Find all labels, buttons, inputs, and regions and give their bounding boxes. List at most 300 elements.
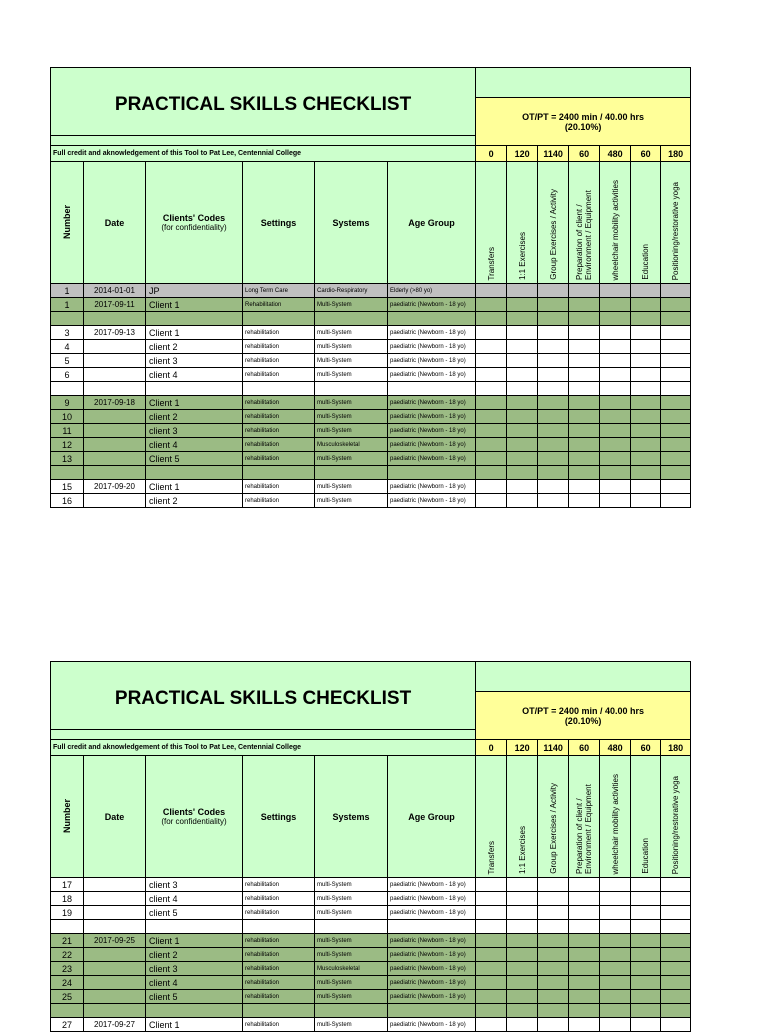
row-skill-cell[interactable] bbox=[569, 878, 600, 892]
row-number[interactable]: 19 bbox=[51, 906, 84, 920]
row-skill-cell[interactable] bbox=[661, 948, 691, 962]
row-number[interactable]: 1 bbox=[51, 298, 84, 312]
row-system[interactable]: multi-System bbox=[315, 1018, 388, 1032]
row-client[interactable]: client 4 bbox=[146, 976, 243, 990]
row-skill-cell[interactable] bbox=[661, 354, 691, 368]
row-client[interactable]: Client 1 bbox=[146, 298, 243, 312]
row-skill-cell[interactable] bbox=[661, 466, 691, 480]
row-skill-cell[interactable] bbox=[600, 906, 631, 920]
row-date[interactable] bbox=[84, 368, 146, 382]
row-age-group[interactable]: paediatric (Newborn - 18 yo) bbox=[388, 326, 476, 340]
row-skill-cell[interactable] bbox=[507, 948, 538, 962]
row-skill-cell[interactable] bbox=[476, 892, 507, 906]
row-skill-cell[interactable] bbox=[476, 920, 507, 934]
row-skill-cell[interactable] bbox=[476, 494, 507, 508]
row-skill-cell[interactable] bbox=[600, 1004, 631, 1018]
row-system[interactable] bbox=[315, 1004, 388, 1018]
row-date[interactable] bbox=[84, 452, 146, 466]
row-skill-cell[interactable] bbox=[661, 438, 691, 452]
row-client[interactable]: client 2 bbox=[146, 494, 243, 508]
row-skill-cell[interactable] bbox=[661, 906, 691, 920]
row-client[interactable] bbox=[146, 312, 243, 326]
row-skill-cell[interactable] bbox=[631, 312, 661, 326]
row-skill-cell[interactable] bbox=[631, 452, 661, 466]
row-skill-cell[interactable] bbox=[538, 906, 569, 920]
row-skill-cell[interactable] bbox=[507, 480, 538, 494]
row-system[interactable]: multi-System bbox=[315, 892, 388, 906]
row-setting[interactable]: rehabilitation bbox=[243, 354, 315, 368]
row-age-group[interactable]: paediatric (Newborn - 18 yo) bbox=[388, 340, 476, 354]
row-setting[interactable]: rehabilitation bbox=[243, 934, 315, 948]
row-date[interactable]: 2017-09-27 bbox=[84, 1018, 146, 1032]
row-date[interactable] bbox=[84, 892, 146, 906]
row-client[interactable]: client 3 bbox=[146, 962, 243, 976]
row-skill-cell[interactable] bbox=[538, 976, 569, 990]
row-skill-cell[interactable] bbox=[507, 892, 538, 906]
row-number[interactable]: 18 bbox=[51, 892, 84, 906]
row-skill-cell[interactable] bbox=[538, 410, 569, 424]
row-skill-cell[interactable] bbox=[507, 466, 538, 480]
row-client[interactable]: client 4 bbox=[146, 368, 243, 382]
row-skill-cell[interactable] bbox=[631, 934, 661, 948]
row-skill-cell[interactable] bbox=[476, 340, 507, 354]
row-client[interactable]: JP bbox=[146, 284, 243, 298]
row-skill-cell[interactable] bbox=[507, 920, 538, 934]
row-skill-cell[interactable] bbox=[538, 424, 569, 438]
row-skill-cell[interactable] bbox=[538, 438, 569, 452]
row-skill-cell[interactable] bbox=[631, 878, 661, 892]
row-date[interactable] bbox=[84, 906, 146, 920]
row-system[interactable]: multi-System bbox=[315, 990, 388, 1004]
row-setting[interactable]: rehabilitation bbox=[243, 906, 315, 920]
row-skill-cell[interactable] bbox=[507, 452, 538, 466]
row-setting[interactable]: rehabilitation bbox=[243, 494, 315, 508]
row-setting[interactable] bbox=[243, 920, 315, 934]
row-skill-cell[interactable] bbox=[661, 976, 691, 990]
row-setting[interactable]: rehabilitation bbox=[243, 990, 315, 1004]
row-skill-cell[interactable] bbox=[661, 312, 691, 326]
row-skill-cell[interactable] bbox=[631, 354, 661, 368]
row-number[interactable] bbox=[51, 382, 84, 396]
row-setting[interactable]: rehabilitation bbox=[243, 1018, 315, 1032]
row-skill-cell[interactable] bbox=[538, 920, 569, 934]
row-skill-cell[interactable] bbox=[476, 284, 507, 298]
row-skill-cell[interactable] bbox=[600, 424, 631, 438]
row-skill-cell[interactable] bbox=[569, 466, 600, 480]
row-setting[interactable]: rehabilitation bbox=[243, 878, 315, 892]
row-date[interactable] bbox=[84, 312, 146, 326]
row-client[interactable]: client 3 bbox=[146, 354, 243, 368]
row-skill-cell[interactable] bbox=[661, 368, 691, 382]
row-skill-cell[interactable] bbox=[600, 410, 631, 424]
row-number[interactable]: 21 bbox=[51, 934, 84, 948]
row-skill-cell[interactable] bbox=[569, 438, 600, 452]
row-skill-cell[interactable] bbox=[507, 976, 538, 990]
row-skill-cell[interactable] bbox=[507, 312, 538, 326]
row-skill-cell[interactable] bbox=[600, 466, 631, 480]
row-skill-cell[interactable] bbox=[631, 962, 661, 976]
row-number[interactable]: 12 bbox=[51, 438, 84, 452]
row-date[interactable] bbox=[84, 424, 146, 438]
row-system[interactable]: Multi-System bbox=[315, 354, 388, 368]
row-skill-cell[interactable] bbox=[507, 382, 538, 396]
row-number[interactable]: 13 bbox=[51, 452, 84, 466]
row-skill-cell[interactable] bbox=[631, 326, 661, 340]
row-system[interactable]: multi-System bbox=[315, 878, 388, 892]
row-date[interactable] bbox=[84, 354, 146, 368]
row-skill-cell[interactable] bbox=[569, 312, 600, 326]
row-system[interactable]: multi-System bbox=[315, 906, 388, 920]
row-client[interactable]: Client 1 bbox=[146, 396, 243, 410]
row-client[interactable]: client 2 bbox=[146, 410, 243, 424]
row-setting[interactable]: rehabilitation bbox=[243, 892, 315, 906]
row-skill-cell[interactable] bbox=[600, 452, 631, 466]
row-skill-cell[interactable] bbox=[569, 990, 600, 1004]
row-date[interactable] bbox=[84, 438, 146, 452]
row-skill-cell[interactable] bbox=[476, 990, 507, 1004]
row-skill-cell[interactable] bbox=[600, 354, 631, 368]
row-client[interactable]: client 3 bbox=[146, 878, 243, 892]
row-age-group[interactable]: paediatric (Newborn - 18 yo) bbox=[388, 410, 476, 424]
row-skill-cell[interactable] bbox=[661, 480, 691, 494]
row-client[interactable]: client 3 bbox=[146, 424, 243, 438]
row-number[interactable]: 16 bbox=[51, 494, 84, 508]
row-age-group[interactable]: paediatric (Newborn - 18 yo) bbox=[388, 948, 476, 962]
row-setting[interactable] bbox=[243, 382, 315, 396]
row-number[interactable] bbox=[51, 1004, 84, 1018]
row-skill-cell[interactable] bbox=[476, 480, 507, 494]
row-skill-cell[interactable] bbox=[600, 438, 631, 452]
row-system[interactable] bbox=[315, 382, 388, 396]
row-skill-cell[interactable] bbox=[476, 962, 507, 976]
row-skill-cell[interactable] bbox=[507, 1018, 538, 1032]
row-skill-cell[interactable] bbox=[661, 878, 691, 892]
row-system[interactable]: Cardio-Respiratory bbox=[315, 284, 388, 298]
row-date[interactable] bbox=[84, 410, 146, 424]
row-skill-cell[interactable] bbox=[538, 452, 569, 466]
row-setting[interactable]: rehabilitation bbox=[243, 962, 315, 976]
row-setting[interactable]: rehabilitation bbox=[243, 368, 315, 382]
row-skill-cell[interactable] bbox=[507, 284, 538, 298]
row-skill-cell[interactable] bbox=[631, 424, 661, 438]
row-skill-cell[interactable] bbox=[661, 934, 691, 948]
row-setting[interactable]: rehabilitation bbox=[243, 424, 315, 438]
row-age-group[interactable]: Elderly (>80 yo) bbox=[388, 284, 476, 298]
row-number[interactable]: 3 bbox=[51, 326, 84, 340]
row-skill-cell[interactable] bbox=[661, 962, 691, 976]
row-skill-cell[interactable] bbox=[661, 326, 691, 340]
row-number[interactable] bbox=[51, 920, 84, 934]
row-setting[interactable]: Rehabilitation bbox=[243, 298, 315, 312]
row-skill-cell[interactable] bbox=[631, 892, 661, 906]
row-age-group[interactable]: paediatric (Newborn - 18 yo) bbox=[388, 892, 476, 906]
row-number[interactable]: 22 bbox=[51, 948, 84, 962]
row-number[interactable]: 23 bbox=[51, 962, 84, 976]
row-system[interactable]: Musculoskeletal bbox=[315, 962, 388, 976]
row-skill-cell[interactable] bbox=[569, 962, 600, 976]
row-skill-cell[interactable] bbox=[507, 368, 538, 382]
row-skill-cell[interactable] bbox=[600, 494, 631, 508]
row-age-group[interactable]: paediatric (Newborn - 18 yo) bbox=[388, 976, 476, 990]
row-skill-cell[interactable] bbox=[600, 326, 631, 340]
row-skill-cell[interactable] bbox=[507, 340, 538, 354]
row-date[interactable]: 2017-09-13 bbox=[84, 326, 146, 340]
row-date[interactable]: 2017-09-18 bbox=[84, 396, 146, 410]
row-setting[interactable]: rehabilitation bbox=[243, 410, 315, 424]
row-client[interactable] bbox=[146, 466, 243, 480]
row-skill-cell[interactable] bbox=[507, 396, 538, 410]
row-skill-cell[interactable] bbox=[600, 976, 631, 990]
row-number[interactable]: 10 bbox=[51, 410, 84, 424]
row-client[interactable]: Client 1 bbox=[146, 934, 243, 948]
row-skill-cell[interactable] bbox=[569, 298, 600, 312]
row-skill-cell[interactable] bbox=[507, 990, 538, 1004]
row-skill-cell[interactable] bbox=[476, 948, 507, 962]
row-skill-cell[interactable] bbox=[631, 1018, 661, 1032]
row-setting[interactable] bbox=[243, 312, 315, 326]
row-skill-cell[interactable] bbox=[538, 284, 569, 298]
row-date[interactable]: 2017-09-25 bbox=[84, 934, 146, 948]
row-skill-cell[interactable] bbox=[569, 410, 600, 424]
row-skill-cell[interactable] bbox=[507, 906, 538, 920]
row-skill-cell[interactable] bbox=[600, 382, 631, 396]
row-skill-cell[interactable] bbox=[538, 878, 569, 892]
row-skill-cell[interactable] bbox=[661, 452, 691, 466]
row-number[interactable]: 5 bbox=[51, 354, 84, 368]
row-skill-cell[interactable] bbox=[476, 424, 507, 438]
row-skill-cell[interactable] bbox=[569, 354, 600, 368]
row-date[interactable] bbox=[84, 948, 146, 962]
row-skill-cell[interactable] bbox=[569, 424, 600, 438]
row-system[interactable]: multi-System bbox=[315, 396, 388, 410]
row-client[interactable]: Client 5 bbox=[146, 452, 243, 466]
row-number[interactable] bbox=[51, 466, 84, 480]
row-system[interactable]: multi-System bbox=[315, 340, 388, 354]
row-skill-cell[interactable] bbox=[476, 878, 507, 892]
row-skill-cell[interactable] bbox=[631, 382, 661, 396]
row-number[interactable]: 17 bbox=[51, 878, 84, 892]
row-skill-cell[interactable] bbox=[507, 934, 538, 948]
row-setting[interactable]: rehabilitation bbox=[243, 976, 315, 990]
row-date[interactable]: 2017-09-20 bbox=[84, 480, 146, 494]
row-skill-cell[interactable] bbox=[476, 466, 507, 480]
row-system[interactable]: multi-System bbox=[315, 368, 388, 382]
row-skill-cell[interactable] bbox=[600, 298, 631, 312]
row-skill-cell[interactable] bbox=[631, 340, 661, 354]
row-client[interactable]: client 2 bbox=[146, 948, 243, 962]
row-skill-cell[interactable] bbox=[631, 494, 661, 508]
row-client[interactable]: client 5 bbox=[146, 990, 243, 1004]
row-age-group[interactable]: paediatric (Newborn - 18 yo) bbox=[388, 1018, 476, 1032]
row-date[interactable] bbox=[84, 878, 146, 892]
row-date[interactable] bbox=[84, 920, 146, 934]
row-skill-cell[interactable] bbox=[600, 480, 631, 494]
row-skill-cell[interactable] bbox=[569, 284, 600, 298]
row-skill-cell[interactable] bbox=[661, 990, 691, 1004]
row-skill-cell[interactable] bbox=[600, 990, 631, 1004]
row-skill-cell[interactable] bbox=[661, 1004, 691, 1018]
row-skill-cell[interactable] bbox=[600, 934, 631, 948]
row-skill-cell[interactable] bbox=[476, 1018, 507, 1032]
row-setting[interactable]: rehabilitation bbox=[243, 452, 315, 466]
row-skill-cell[interactable] bbox=[476, 976, 507, 990]
row-date[interactable] bbox=[84, 962, 146, 976]
row-number[interactable]: 24 bbox=[51, 976, 84, 990]
row-skill-cell[interactable] bbox=[631, 438, 661, 452]
row-system[interactable]: multi-System bbox=[315, 948, 388, 962]
row-skill-cell[interactable] bbox=[631, 298, 661, 312]
row-date[interactable] bbox=[84, 494, 146, 508]
row-skill-cell[interactable] bbox=[507, 494, 538, 508]
row-skill-cell[interactable] bbox=[600, 892, 631, 906]
row-skill-cell[interactable] bbox=[538, 480, 569, 494]
row-skill-cell[interactable] bbox=[600, 284, 631, 298]
row-skill-cell[interactable] bbox=[569, 368, 600, 382]
row-date[interactable] bbox=[84, 340, 146, 354]
row-client[interactable]: client 4 bbox=[146, 892, 243, 906]
row-setting[interactable]: rehabilitation bbox=[243, 480, 315, 494]
row-skill-cell[interactable] bbox=[569, 906, 600, 920]
row-setting[interactable]: Long Term Care bbox=[243, 284, 315, 298]
row-system[interactable] bbox=[315, 920, 388, 934]
row-age-group[interactable]: paediatric (Newborn - 18 yo) bbox=[388, 424, 476, 438]
row-system[interactable] bbox=[315, 466, 388, 480]
row-age-group[interactable] bbox=[388, 466, 476, 480]
row-age-group[interactable]: paediatric (Newborn - 18 yo) bbox=[388, 396, 476, 410]
row-skill-cell[interactable] bbox=[600, 368, 631, 382]
row-client[interactable] bbox=[146, 382, 243, 396]
row-number[interactable]: 27 bbox=[51, 1018, 84, 1032]
row-age-group[interactable]: paediatric (Newborn - 18 yo) bbox=[388, 354, 476, 368]
row-number[interactable]: 1 bbox=[51, 284, 84, 298]
row-system[interactable]: multi-System bbox=[315, 934, 388, 948]
row-skill-cell[interactable] bbox=[507, 878, 538, 892]
row-number[interactable]: 25 bbox=[51, 990, 84, 1004]
row-skill-cell[interactable] bbox=[476, 326, 507, 340]
row-skill-cell[interactable] bbox=[569, 326, 600, 340]
row-skill-cell[interactable] bbox=[538, 962, 569, 976]
row-setting[interactable]: rehabilitation bbox=[243, 326, 315, 340]
row-skill-cell[interactable] bbox=[507, 354, 538, 368]
row-setting[interactable] bbox=[243, 1004, 315, 1018]
row-skill-cell[interactable] bbox=[507, 298, 538, 312]
row-skill-cell[interactable] bbox=[507, 962, 538, 976]
row-skill-cell[interactable] bbox=[476, 410, 507, 424]
row-skill-cell[interactable] bbox=[476, 934, 507, 948]
row-skill-cell[interactable] bbox=[476, 312, 507, 326]
row-skill-cell[interactable] bbox=[476, 382, 507, 396]
row-skill-cell[interactable] bbox=[661, 340, 691, 354]
row-client[interactable]: client 4 bbox=[146, 438, 243, 452]
row-skill-cell[interactable] bbox=[538, 1004, 569, 1018]
row-system[interactable]: multi-System bbox=[315, 494, 388, 508]
row-system[interactable]: multi-System bbox=[315, 480, 388, 494]
row-skill-cell[interactable] bbox=[538, 298, 569, 312]
row-client[interactable] bbox=[146, 1004, 243, 1018]
row-date[interactable] bbox=[84, 382, 146, 396]
row-skill-cell[interactable] bbox=[569, 452, 600, 466]
row-skill-cell[interactable] bbox=[507, 326, 538, 340]
row-skill-cell[interactable] bbox=[476, 452, 507, 466]
row-age-group[interactable] bbox=[388, 312, 476, 326]
row-skill-cell[interactable] bbox=[600, 1018, 631, 1032]
row-skill-cell[interactable] bbox=[661, 494, 691, 508]
row-skill-cell[interactable] bbox=[569, 494, 600, 508]
row-number[interactable]: 9 bbox=[51, 396, 84, 410]
row-system[interactable]: multi-System bbox=[315, 424, 388, 438]
row-skill-cell[interactable] bbox=[600, 948, 631, 962]
row-skill-cell[interactable] bbox=[476, 396, 507, 410]
row-number[interactable]: 4 bbox=[51, 340, 84, 354]
row-skill-cell[interactable] bbox=[507, 410, 538, 424]
row-skill-cell[interactable] bbox=[569, 1004, 600, 1018]
row-skill-cell[interactable] bbox=[631, 368, 661, 382]
row-skill-cell[interactable] bbox=[600, 396, 631, 410]
row-skill-cell[interactable] bbox=[476, 438, 507, 452]
row-age-group[interactable]: paediatric (Newborn - 18 yo) bbox=[388, 368, 476, 382]
row-skill-cell[interactable] bbox=[600, 312, 631, 326]
row-skill-cell[interactable] bbox=[600, 962, 631, 976]
row-skill-cell[interactable] bbox=[661, 892, 691, 906]
row-skill-cell[interactable] bbox=[569, 382, 600, 396]
row-skill-cell[interactable] bbox=[538, 326, 569, 340]
row-skill-cell[interactable] bbox=[631, 396, 661, 410]
row-skill-cell[interactable] bbox=[631, 1004, 661, 1018]
row-skill-cell[interactable] bbox=[538, 354, 569, 368]
row-client[interactable]: client 5 bbox=[146, 906, 243, 920]
row-skill-cell[interactable] bbox=[661, 424, 691, 438]
row-skill-cell[interactable] bbox=[538, 396, 569, 410]
row-age-group[interactable]: paediatric (Newborn - 18 yo) bbox=[388, 878, 476, 892]
row-system[interactable]: Musculoskeletal bbox=[315, 438, 388, 452]
row-skill-cell[interactable] bbox=[569, 1018, 600, 1032]
row-skill-cell[interactable] bbox=[538, 934, 569, 948]
row-client[interactable] bbox=[146, 920, 243, 934]
row-number[interactable]: 15 bbox=[51, 480, 84, 494]
row-age-group[interactable] bbox=[388, 1004, 476, 1018]
row-date[interactable] bbox=[84, 990, 146, 1004]
row-skill-cell[interactable] bbox=[538, 466, 569, 480]
row-skill-cell[interactable] bbox=[600, 340, 631, 354]
row-skill-cell[interactable] bbox=[569, 340, 600, 354]
row-age-group[interactable] bbox=[388, 920, 476, 934]
row-skill-cell[interactable] bbox=[476, 354, 507, 368]
row-skill-cell[interactable] bbox=[538, 948, 569, 962]
row-setting[interactable]: rehabilitation bbox=[243, 948, 315, 962]
row-age-group[interactable]: paediatric (Newborn - 18 yo) bbox=[388, 990, 476, 1004]
row-setting[interactable]: rehabilitation bbox=[243, 438, 315, 452]
row-skill-cell[interactable] bbox=[631, 990, 661, 1004]
row-age-group[interactable]: paediatric (Newborn - 18 yo) bbox=[388, 494, 476, 508]
row-system[interactable]: multi-System bbox=[315, 452, 388, 466]
row-system[interactable]: multi-System bbox=[315, 976, 388, 990]
row-skill-cell[interactable] bbox=[538, 892, 569, 906]
row-age-group[interactable]: paediatric (Newborn - 18 yo) bbox=[388, 298, 476, 312]
row-skill-cell[interactable] bbox=[569, 892, 600, 906]
row-skill-cell[interactable] bbox=[538, 312, 569, 326]
row-number[interactable]: 11 bbox=[51, 424, 84, 438]
row-skill-cell[interactable] bbox=[476, 368, 507, 382]
row-age-group[interactable] bbox=[388, 382, 476, 396]
row-age-group[interactable]: paediatric (Newborn - 18 yo) bbox=[388, 480, 476, 494]
row-skill-cell[interactable] bbox=[600, 878, 631, 892]
row-date[interactable] bbox=[84, 976, 146, 990]
row-client[interactable]: client 2 bbox=[146, 340, 243, 354]
row-skill-cell[interactable] bbox=[569, 480, 600, 494]
row-date[interactable] bbox=[84, 1004, 146, 1018]
row-number[interactable] bbox=[51, 312, 84, 326]
row-setting[interactable]: rehabilitation bbox=[243, 396, 315, 410]
